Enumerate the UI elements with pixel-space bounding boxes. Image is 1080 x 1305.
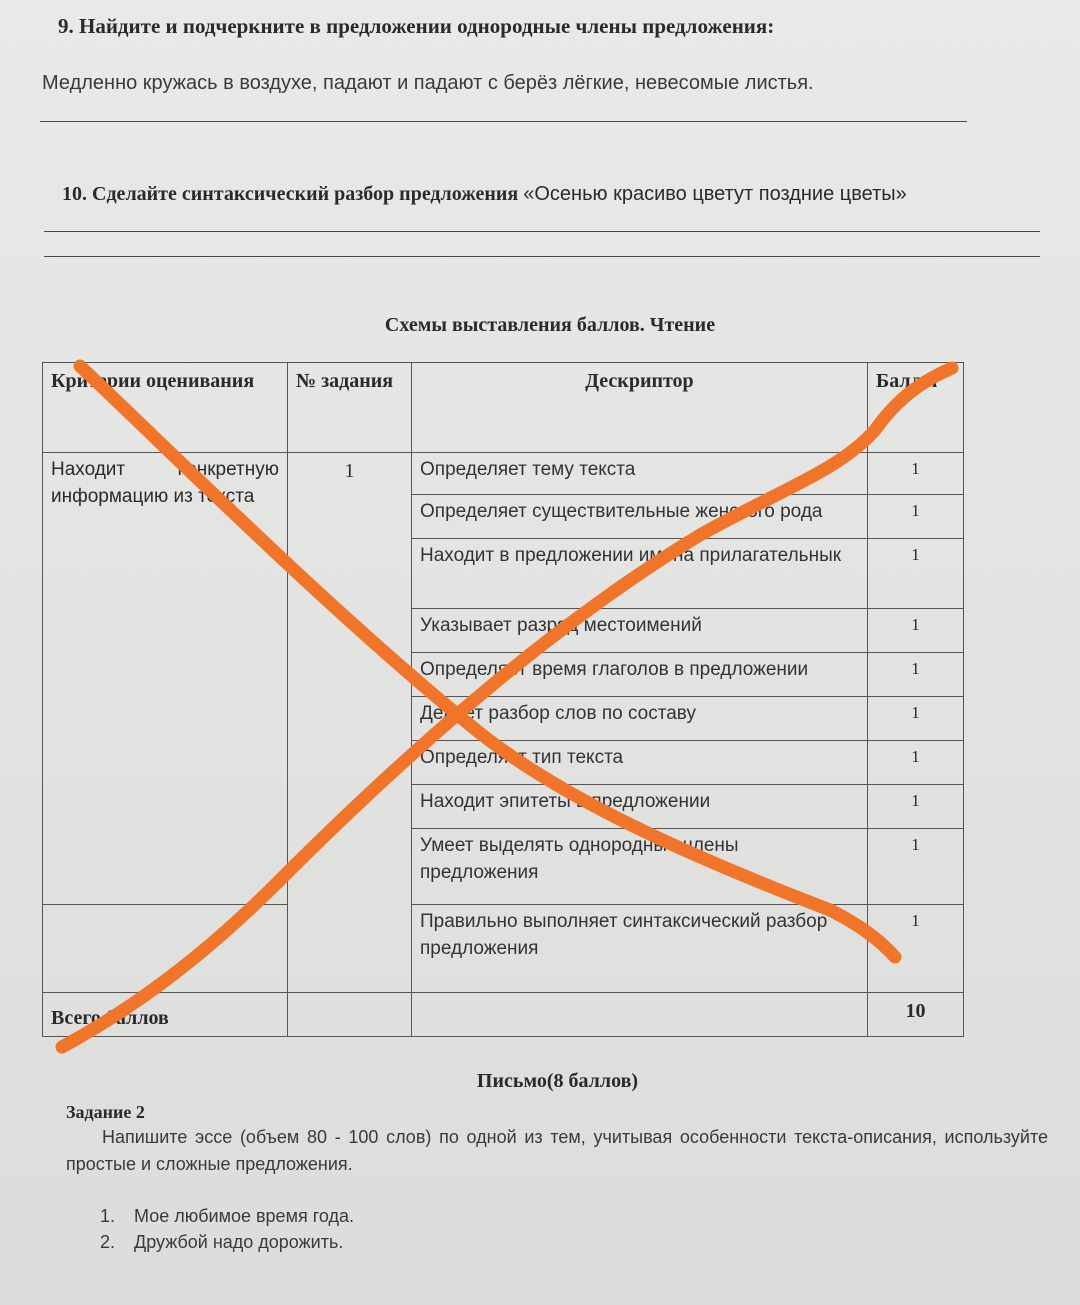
descriptor-cell: Находит эпитеты в предложении xyxy=(412,785,868,829)
descriptor-cell: Указывает разряд местоимений xyxy=(412,609,868,653)
points-cell: 1 xyxy=(868,829,964,905)
points-cell: 1 xyxy=(868,539,964,609)
descriptor-cell: Определяет тип текста xyxy=(412,741,868,785)
empty-criterion-cell xyxy=(43,905,288,993)
empty-cell xyxy=(412,993,868,1037)
points-cell: 1 xyxy=(868,905,964,993)
descriptor-cell: Делает разбор слов по составу xyxy=(412,697,868,741)
descriptor-cell: Определяет существительные женского рода xyxy=(412,495,868,539)
header-criteria: Критерии оценивания xyxy=(43,363,288,453)
header-points: Баллы xyxy=(868,363,964,453)
answer-line xyxy=(44,256,1040,257)
writing-instruction: Напишите эссе (объем 80 - 100 слов) по одной из тем, учитывая особенности текста-описания, используйте простые и сложные предложения. xyxy=(66,1127,1048,1174)
task-10-label: 10. Сделайте синтаксический разбор предложения xyxy=(62,183,524,205)
header-task-number: № задания xyxy=(288,363,412,453)
header-descriptor: Дескриптор xyxy=(412,363,868,453)
list-number: 2. xyxy=(100,1232,116,1253)
total-points-cell: 10 xyxy=(868,993,964,1037)
list-item xyxy=(100,1203,354,1229)
task-10-title xyxy=(62,183,907,206)
list-text: Мое любимое время года. xyxy=(134,1206,354,1226)
list-text: Дружбой надо дорожить. xyxy=(134,1232,344,1253)
writing-task-label: Задание 2 xyxy=(66,1102,145,1122)
task-9-title: 9. Найдите и подчеркните в предложении однородные члены предложения: xyxy=(58,14,775,38)
points-cell: 1 xyxy=(868,697,964,741)
points-cell: 1 xyxy=(868,653,964,697)
list-item xyxy=(100,1229,354,1255)
essay-topics-list xyxy=(100,1203,354,1255)
points-cell: 1 xyxy=(868,785,964,829)
list-number: 1. xyxy=(100,1206,116,1226)
task-10-quote: «Осенью красиво цветут поздние цветы» xyxy=(523,183,907,205)
descriptor-cell: Находит в предложении имена прилагательнык xyxy=(412,539,868,609)
descriptor-cell: Определяет время глаголов в предложении xyxy=(412,653,868,697)
answer-line xyxy=(40,121,967,122)
writing-title: Письмо(8 баллов) xyxy=(476,1070,639,1092)
empty-cell xyxy=(288,993,412,1037)
scheme-title: Схемы выставления баллов. Чтение xyxy=(384,314,716,336)
points-cell: 1 xyxy=(868,741,964,785)
points-cell: 1 xyxy=(868,453,964,495)
points-cell: 1 xyxy=(868,609,964,653)
criterion-cell: Находит конкретную информацию из текста xyxy=(43,453,288,905)
scoring-table xyxy=(42,362,964,1037)
answer-line xyxy=(44,231,1040,232)
task-9-sentence: Медленно кружась в воздухе, падают и падают с берёз лёгкие, невесомые листья. xyxy=(42,72,814,94)
total-label-cell: Всего баллов xyxy=(43,993,288,1037)
descriptor-cell: Правильно выполняет синтаксический разбор предложения xyxy=(412,905,868,993)
points-cell: 1 xyxy=(868,495,964,539)
task-number-cell: 1 xyxy=(288,453,412,993)
descriptor-cell: Определяет тему текста xyxy=(412,453,868,495)
descriptor-cell: Умеет выделять однородные члены предложения xyxy=(412,829,868,905)
